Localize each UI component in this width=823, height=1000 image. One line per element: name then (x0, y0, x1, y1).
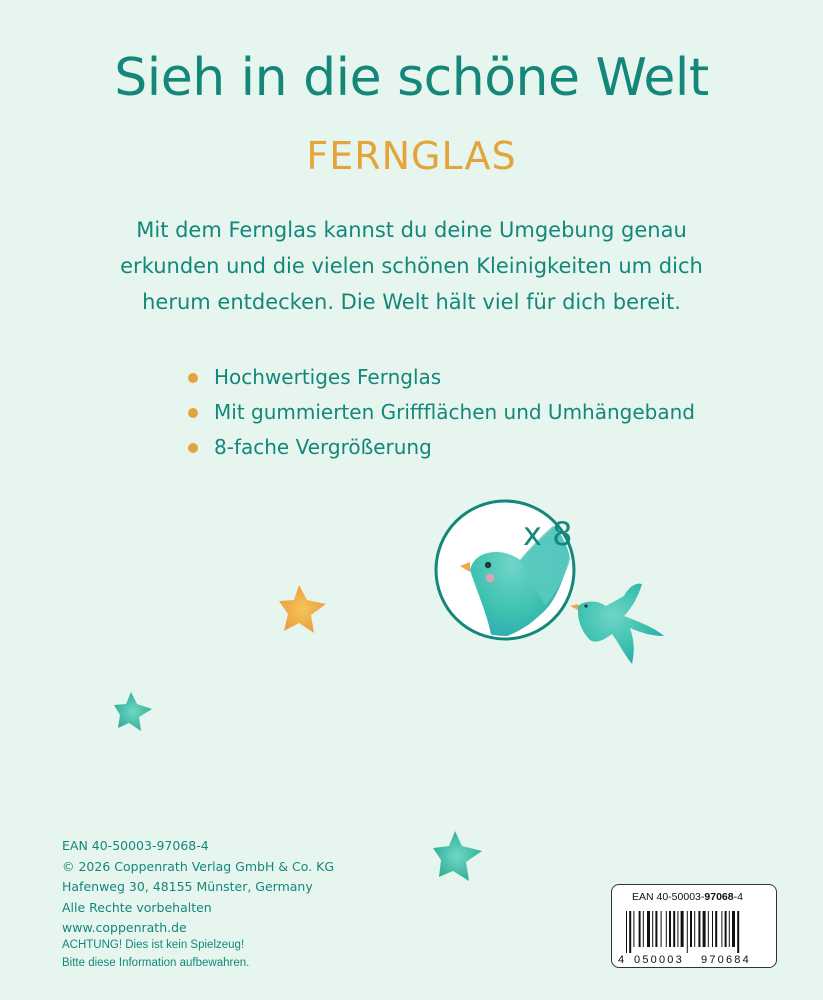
bird-icon (570, 584, 664, 664)
barcode-bar (666, 911, 667, 947)
barcode-bar (703, 911, 706, 947)
barcode-bar (673, 911, 675, 947)
barcode-bar (655, 911, 657, 947)
barcode-icon (612, 909, 778, 967)
barcode-first-digit: 4 (618, 954, 625, 966)
website-text: www.coppenrath.de (62, 920, 187, 935)
copyright-text: © 2026 Coppenrath Verlag GmbH & Co. KG (62, 858, 335, 874)
barcode-bar (669, 911, 671, 947)
barcode-bar (677, 911, 678, 947)
star-icon (114, 692, 152, 731)
feature-text: 8-fache Vergrößerung (214, 435, 432, 459)
barcode-bar (715, 911, 717, 947)
feature-text: Mit gummierten Griffflächen und Umhängeband (214, 400, 695, 424)
barcode-bar (721, 911, 722, 947)
warning-line: ACHTUNG! Dies ist kein Spielzeug! (62, 939, 245, 951)
rights-text: Alle Rechte vorbehalten (62, 899, 212, 915)
barcode-bar (639, 911, 641, 947)
product-subtitle: FERNGLAS (306, 134, 517, 178)
barcode-bar (643, 911, 644, 947)
barcode-bar (681, 911, 684, 947)
magnification-label: x 8 (523, 515, 573, 553)
feature-text: Hochwertiges Fernglas (214, 365, 442, 389)
description-line: Mit dem Fernglas kannst du deine Umgebung genau (136, 218, 687, 242)
barcode-bar (626, 911, 627, 953)
barcode-bar (698, 911, 700, 947)
barcode-right-digits: 970684 (701, 954, 751, 966)
barcode-bar (661, 911, 662, 947)
barcode-bar (712, 911, 713, 947)
barcode-bar (647, 911, 650, 947)
barcode-bar (725, 911, 727, 947)
barcode-bar (633, 911, 634, 947)
warning-line: Bitte diese Information aufbewahren. (62, 957, 250, 969)
barcode-bar (732, 911, 735, 947)
barcode-bar (652, 911, 653, 947)
barcode-bar (729, 911, 730, 947)
barcode-bar (708, 911, 709, 947)
barcode-bar (629, 911, 631, 953)
description-line: herum entdecken. Die Welt hält viel für dich bereit. (142, 290, 681, 314)
address-text: Hafenweg 30, 48155 Münster, Germany (62, 879, 313, 894)
barcode-bar (694, 911, 695, 947)
star-icon (279, 585, 326, 633)
barcode-bar (687, 911, 688, 953)
safety-warning (62, 936, 422, 972)
imprint (62, 836, 422, 939)
barcode-ean-text: EAN 40-50003-97068-4 (632, 891, 743, 903)
star-icon (433, 831, 482, 881)
barcode-left-digits: 050003 (634, 954, 684, 966)
page-title: Sieh in die schöne Welt (114, 48, 709, 108)
ean-text: EAN 40-50003-97068-4 (62, 838, 209, 853)
barcode-label (611, 884, 777, 968)
description-line: erkunden und die vielen schönen Kleinigkeiten um dich (120, 254, 703, 278)
barcode-bar (737, 911, 739, 953)
barcode-bar (690, 911, 692, 947)
